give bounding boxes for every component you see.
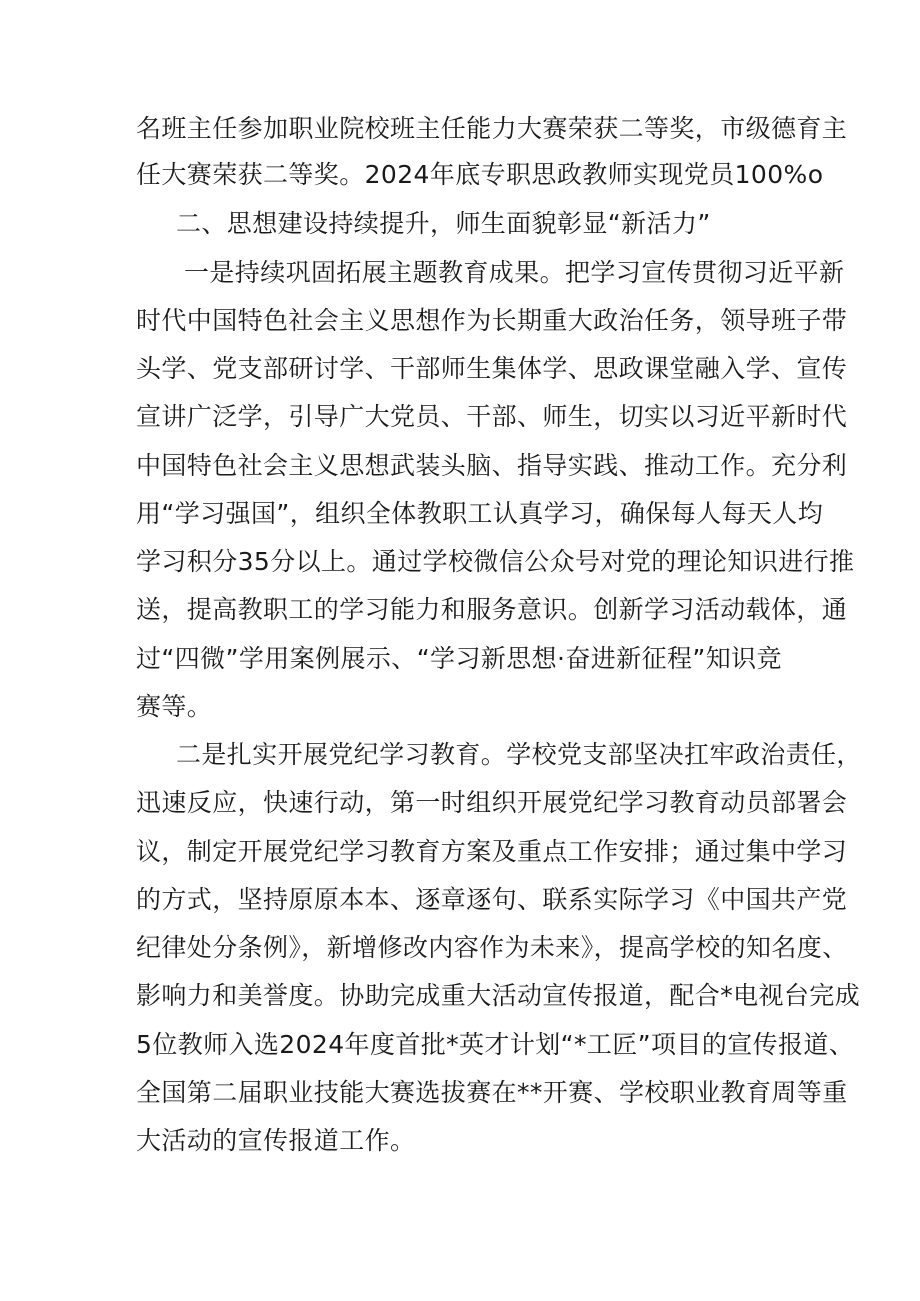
section-heading: 二、思想建设持续提升，师生面貌彰显“新活力”	[176, 209, 711, 238]
body-line: 一是持续巩固拓展主题教育成果。把学习宣传贯彻习近平新	[184, 258, 845, 287]
body-line: 头学、党支部研讨学、干部师生集体学、思政课堂融入学、宣传	[136, 354, 848, 383]
body-line: 影响力和美誉度。协助完成重大活动宣传报道，配合*电视台完成	[136, 981, 861, 1010]
body-line: 任大赛荣获二等奖。2024年底专职思政教师实现党员100%o	[136, 160, 824, 189]
body-line: 名班主任参加职业院校班主任能力大赛荣获二等奖，市级德育主	[136, 114, 848, 143]
body-line: 的方式，坚持原原本本、逐章逐句、联系实际学习《中国共产党	[136, 885, 848, 914]
body-line: 议，制定开展党纪学习教育方案及重点工作安排；通过集中学习	[136, 837, 848, 866]
body-line: 中国特色社会主义思想武装头脑、指导实践、推动工作。充分利	[136, 451, 848, 480]
body-line: 5位教师入选2024年度首批*英才计划“*工匠”项目的宣传报道、	[136, 1030, 855, 1059]
body-line: 纪律处分条例》，新增修改内容作为未来》，提高学校的知名度、	[136, 933, 848, 962]
body-line: 学习积分35分以上。通过学校微信公众号对党的理论知识进行推	[136, 547, 855, 576]
body-line: 赛等。	[136, 692, 213, 721]
body-line: 宣讲广泛学，引导广大党员、干部、师生，切实以习近平新时代	[136, 402, 848, 431]
body-line: 迅速反应，快速行动，第一时组织开展党纪学习教育动员部署会	[136, 788, 848, 817]
body-line: 大活动的宣传报道工作。	[136, 1126, 416, 1155]
body-line: 过“四微”学用案例展示、“学习新思想·奋进新征程”知识竞	[136, 644, 782, 673]
body-line: 送，提高教职工的学习能力和服务意识。创新学习活动载体，通	[136, 595, 848, 624]
body-line: 时代中国特色社会主义思想作为长期重大政治任务，领导班子带	[136, 306, 848, 335]
body-line: 二是扎实开展党纪学习教育。学校党支部坚决扛牢政治责任，	[176, 740, 862, 769]
body-line: 全国第二届职业技能大赛选拔赛在**开赛、学校职业教育周等重	[136, 1078, 848, 1107]
body-line: 用“学习强国”，组织全体教职工认真学习，确保每人每天人均	[136, 499, 824, 528]
